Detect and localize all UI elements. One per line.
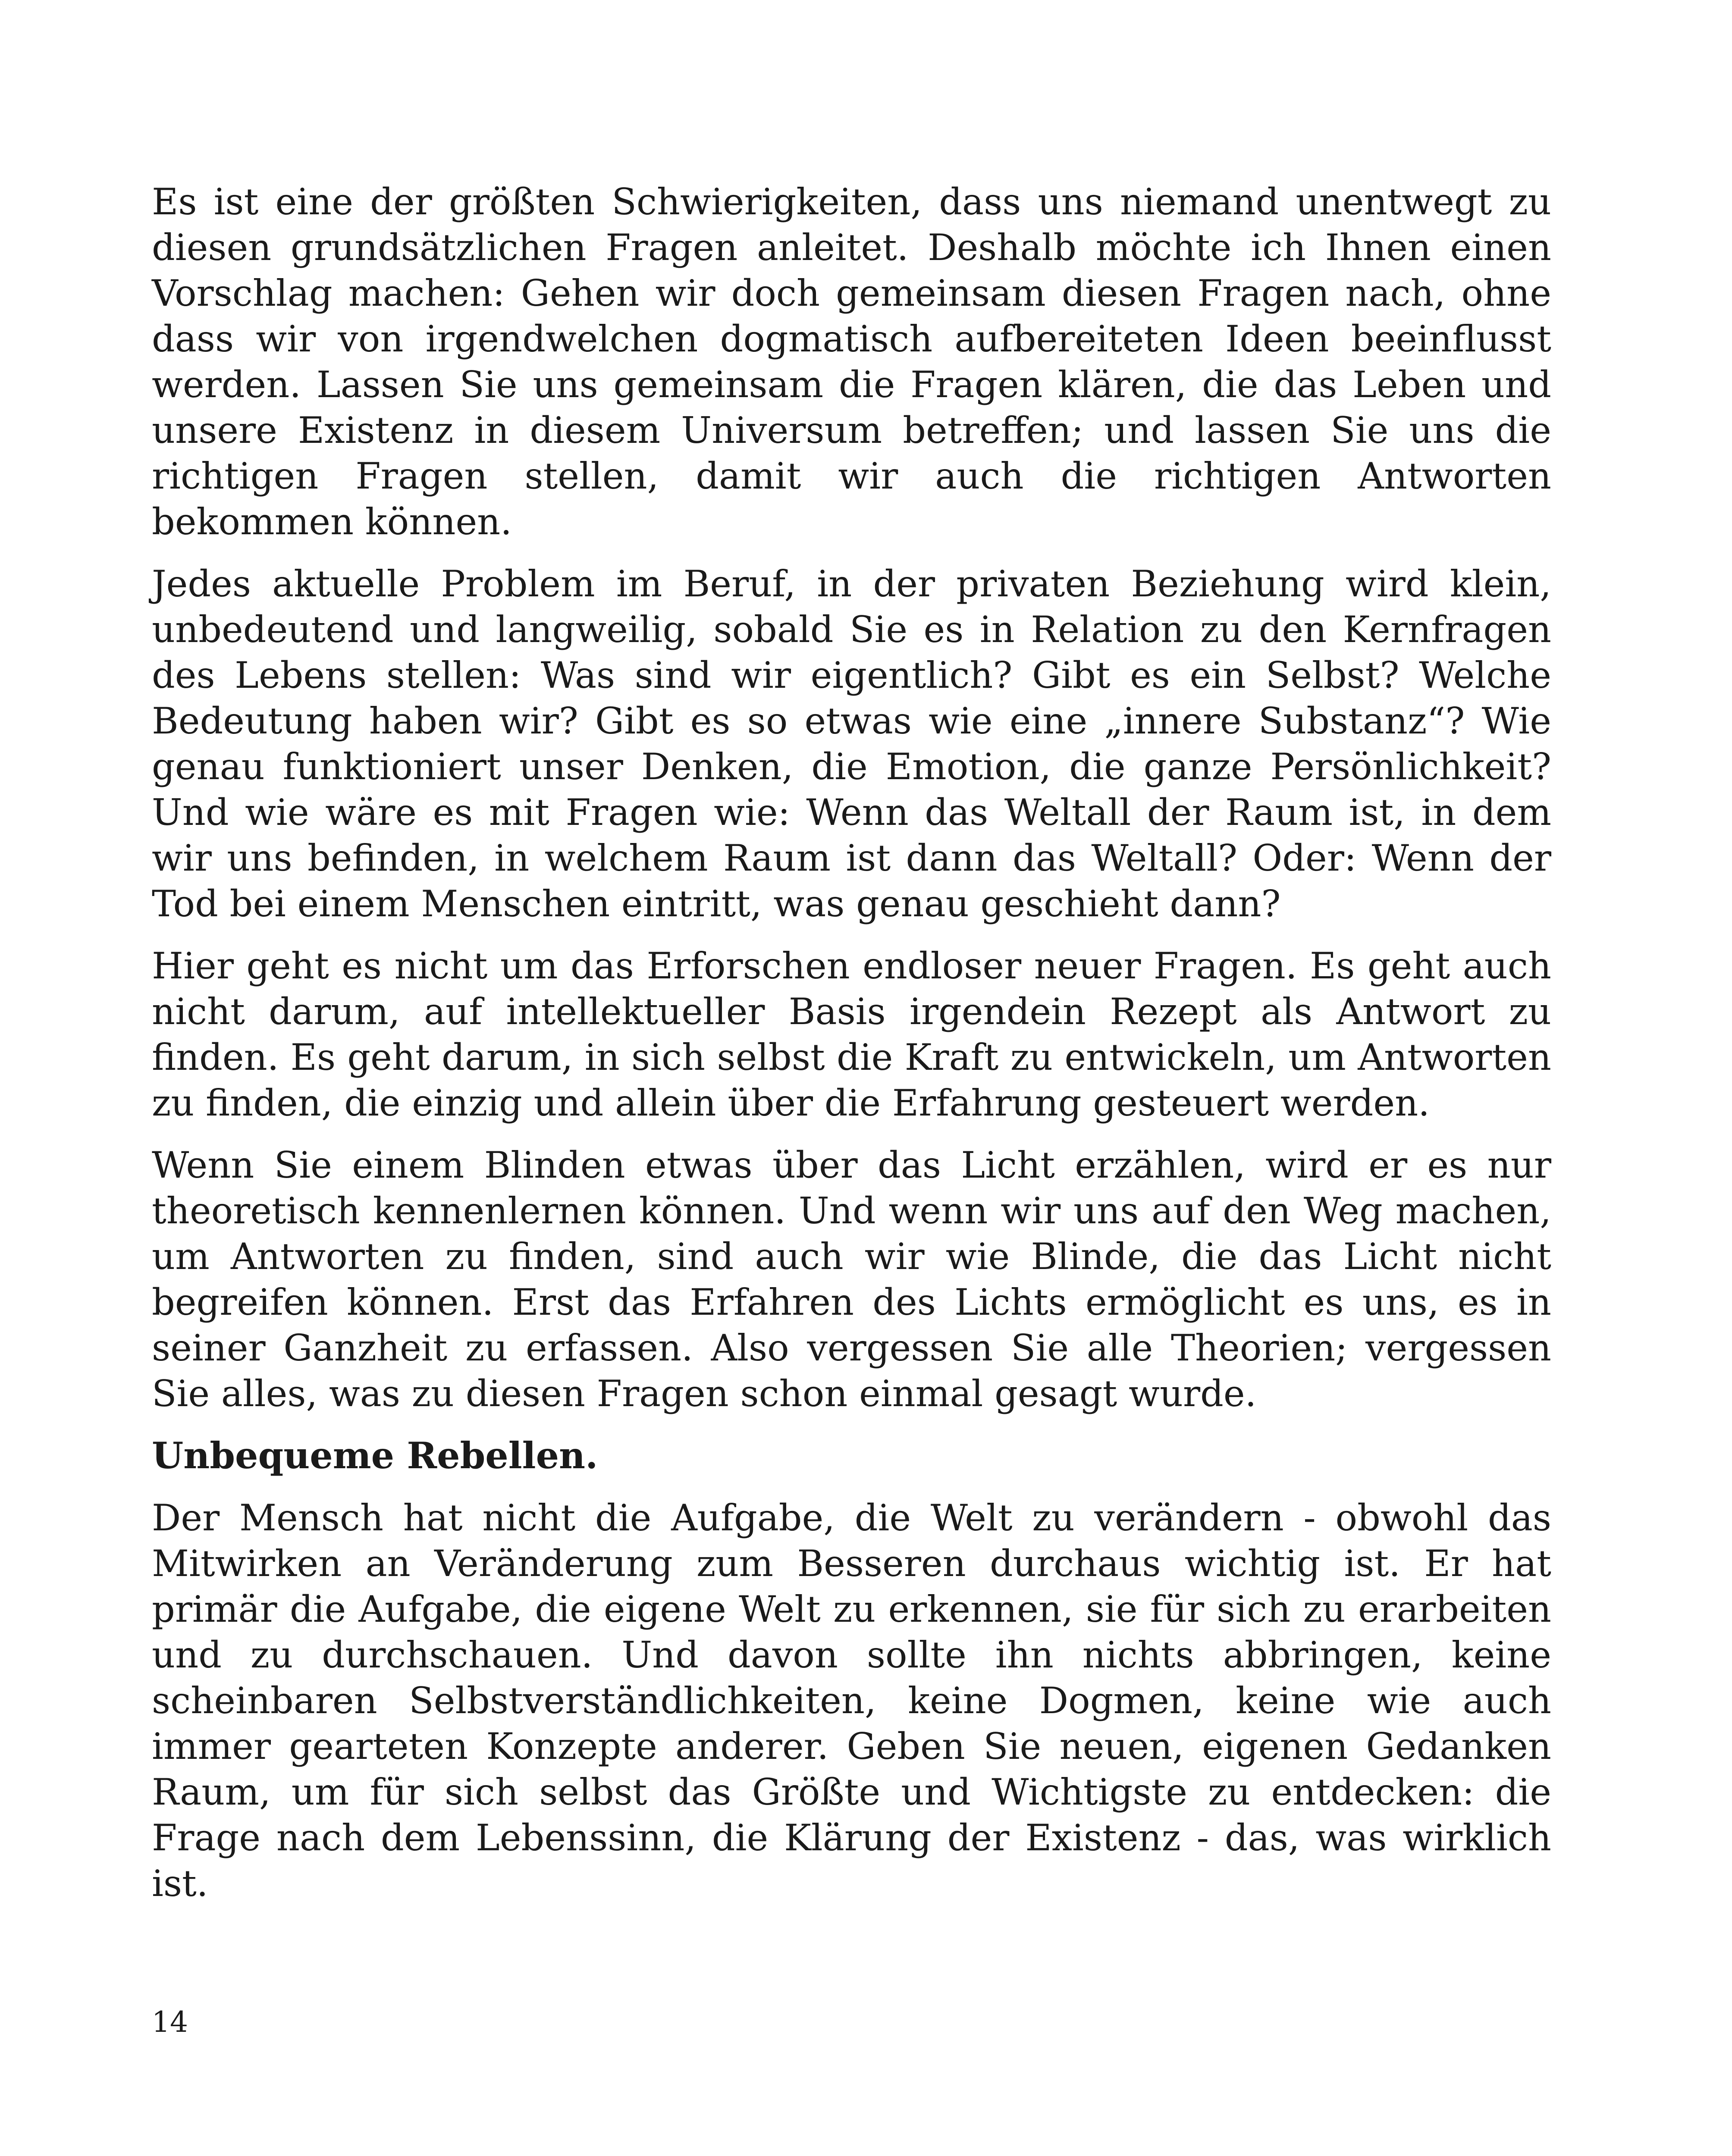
paragraph-2: Jedes aktuelle Problem im Beruf, in der privaten Beziehung wird klein, unbedeutend und langweilig, sobald Sie es in Relation zu den Kernfragen des Lebens stellen: Was sind wir eigentlich? Gibt es ein Selbst? Welche Bedeutung haben wir? Gibt es so etwas wie eine „innere Substanz“? Wie genau funktioniert unser Denken, die Emotion, die ganze Persönlichkeit? Und wie wäre es mit Fragen wie: Wenn das Weltall der Raum ist, in dem wir uns befinden, in welchem Raum ist dann das Weltall? Oder: Wenn der Tod bei einem Menschen eintritt, was genau geschieht dann? <box>152 563 1551 925</box>
paragraph-4: Wenn Sie einem Blinden etwas über das Licht erzählen, wird er es nur theoretisch kennenlernen können. Und wenn wir uns auf den Weg machen, um Antworten zu finden, sind auch wir wie Blinde, die das Licht nicht begreifen können. Erst das Erfahren des Lichts ermöglicht es uns, es in seiner Ganzheit zu erfassen. Also vergessen Sie alle Theorien; vergessen Sie alles, was zu diesen Fragen schon einmal gesagt wurde. <box>152 1144 1551 1415</box>
paragraph-5: Der Mensch hat nicht die Aufgabe, die Welt zu verändern - obwohl das Mitwirken an Veränderung zum Besseren durchaus wichtig ist. Er hat primär die Aufgabe, die eigene Welt zu erkennen, sie für sich zu erarbeiten und zu durchschauen. Und davon sollte ihn nichts abbringen, keine scheinbaren Selbstverständlichkeiten, keine Dogmen, keine wie auch immer gearteten Konzepte anderer. Geben Sie neuen, eigenen Gedanken Raum, um für sich selbst das Größte und Wichtigste zu entdecken: die Frage nach dem Lebenssinn, die Klärung der Existenz - das, was wirklich ist. <box>152 1497 1551 1905</box>
paragraph-3: Hier geht es nicht um das Erforschen endloser neuer Fragen. Es geht auch nicht darum, auf intellektueller Basis irgendein Rezept als Antwort zu finden. Es geht darum, in sich selbst die Kraft zu entwickeln, um Antworten zu finden, die einzig und allein über die Erfahrung gesteuert werden. <box>152 945 1551 1124</box>
body-text <box>152 179 1551 1923</box>
page-number: 14 <box>152 2006 188 2039</box>
section-heading: Unbequeme Rebellen. <box>152 1434 598 1477</box>
paragraph-1: Es ist eine der größten Schwierigkeiten, dass uns niemand unentwegt zu diesen grundsätzlichen Fragen anleitet. Deshalb möchte ich Ihnen einen Vorschlag machen: Gehen wir doch gemeinsam diesen Fragen nach, ohne dass wir von irgendwelchen dogmatisch aufbereiteten Ideen beeinflusst werden. Lassen Sie uns gemeinsam die Fragen klären, die das Leben und unsere Existenz in diesem Universum betreffen; und lassen Sie uns die richtigen Fragen stellen, damit wir auch die richtigen Antworten bekommen können. <box>152 181 1551 543</box>
